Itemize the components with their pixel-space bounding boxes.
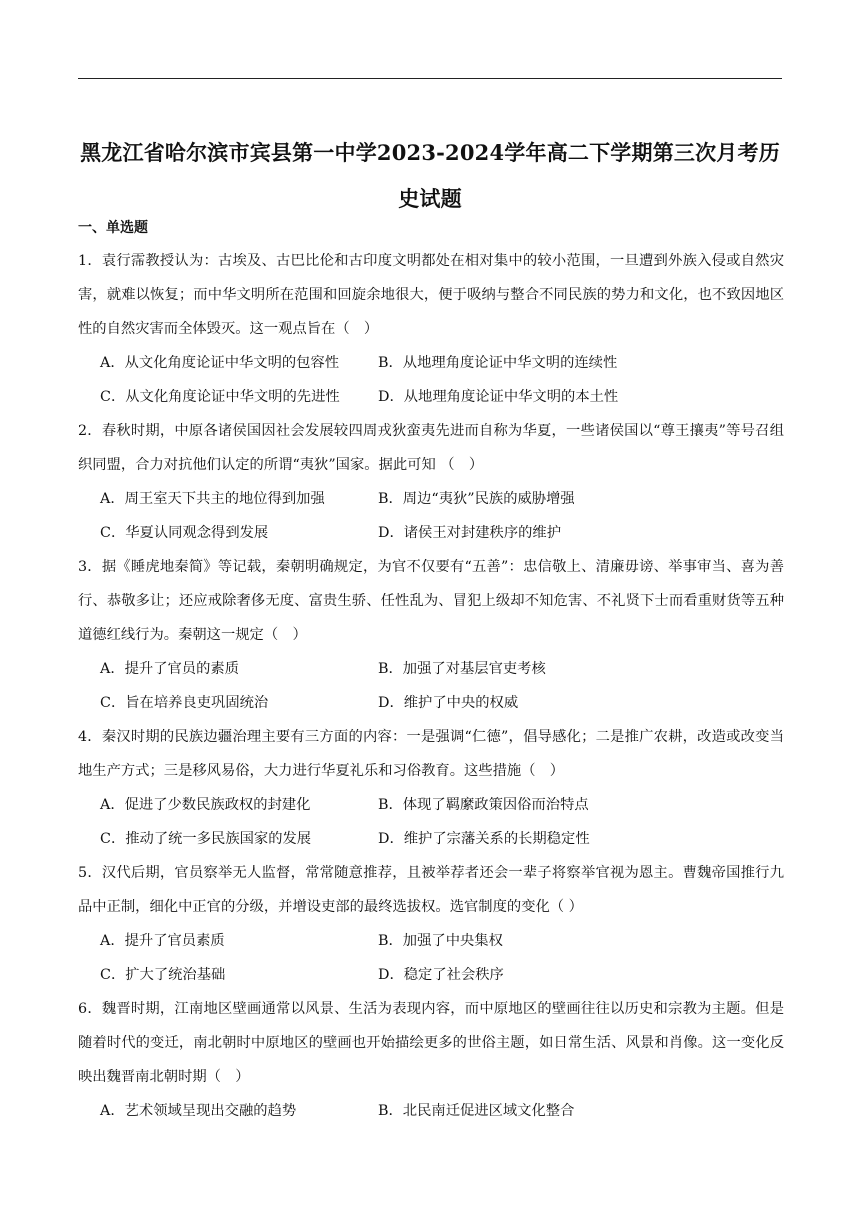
option-row (78, 822, 784, 856)
option-b: B．体现了羁縻政策因俗而治特点 (378, 797, 589, 813)
option-d: D．从地理角度论证中华文明的本土性 (378, 389, 619, 405)
option-c: C．华夏认同观念得到发展 (100, 525, 269, 541)
question-stem: 6．魏晋时期，江南地区壁画通常以风景、生活为表现内容，而中原地区的壁画往往以历史和宗教为主题。但是随着时代的变迁，南北朝时中原地区的壁画也开始描绘更多的世俗主题，如日常生活、风景和肖像。这一变化反映出魏晋南北朝时期（ ） (78, 1001, 784, 1085)
option-d: D．维护了宗藩关系的长期稳定性 (378, 831, 590, 847)
option-row (78, 516, 784, 550)
option-d: D．稳定了社会秩序 (378, 967, 504, 983)
option-a: A．促进了少数民族政权的封建化 (100, 797, 311, 813)
question-stem: 5．汉代后期，官员察举无人监督，常常随意推荐，且被举荐者还会一辈子将察举官视为恩主。曹魏帝国推行九品中正制，细化中正官的分级，并增设吏部的最终选拔权。选官制度的变化（ ） (78, 865, 784, 915)
option-b: B．周边“夷狄”民族的威胁增强 (378, 491, 575, 507)
option-b: B．北民南迁促进区域文化整合 (378, 1103, 575, 1119)
question (78, 550, 784, 720)
question-stem: 1．袁行霈教授认为：古埃及、古巴比伦和古印度文明都处在相对集中的较小范围，一旦遭到外族入侵或自然灾害，就难以恢复；而中华文明所在范围和回旋余地很大，便于吸纳与整合不同民族的势力和文化，也不致因地区性的自然灾害而全体毁灭。这一观点旨在（ ） (78, 253, 784, 337)
option-row (78, 1094, 784, 1128)
header-rule (78, 78, 782, 79)
option-d: D．诸侯王对封建秩序的维护 (378, 525, 562, 541)
question-list (78, 244, 784, 1128)
option-c: C．推动了统一多民族国家的发展 (100, 831, 312, 847)
option-row (78, 958, 784, 992)
option-a: A．艺术领域呈现出交融的趋势 (100, 1103, 297, 1119)
option-c: C．从文化角度论证中华文明的先进性 (100, 389, 340, 405)
question-stem: 2．春秋时期，中原各诸侯国因社会发展较四周戎狄蛮夷先进而自称为华夏，一些诸侯国以“尊王攘夷”等号召组织同盟，合力对抗他们认定的所谓“夷狄”国家。据此可知 （ ） (78, 423, 784, 473)
option-b: B．从地理角度论证中华文明的连续性 (378, 355, 618, 371)
option-d: D．维护了中央的权威 (378, 695, 519, 711)
question (78, 992, 784, 1128)
option-row (78, 346, 784, 380)
option-row (78, 788, 784, 822)
question (78, 244, 784, 414)
question-stem: 3．据《睡虎地秦简》等记载，秦朝明确规定，为官不仅要有“五善”：忠信敬上、清廉毋谤、举事审当、喜为善行、恭敬多让；还应戒除奢侈无度、富贵生骄、任性乱为、冒犯上级却不知危害、不礼贤下士而看重财货等五种道德红线行为。秦朝这一规定（ ） (78, 559, 784, 643)
question (78, 856, 784, 992)
option-a: A．周王室天下共主的地位得到加强 (100, 491, 325, 507)
option-a: A．提升了官员的素质 (100, 661, 239, 677)
question (78, 414, 784, 550)
option-a: A．从文化角度论证中华文明的包容性 (100, 355, 340, 371)
option-b: B．加强了对基层官吏考核 (378, 661, 546, 677)
option-row (78, 686, 784, 720)
section-heading: 一、单选题 (78, 220, 148, 236)
question-stem: 4．秦汉时期的民族边疆治理主要有三方面的内容：一是强调“仁德”，倡导感化；二是推广农耕，改造或改变当地生产方式；三是移风易俗，大力进行华夏礼乐和习俗教育。这些措施（ ） (78, 729, 784, 779)
option-c: C．扩大了统治基础 (100, 967, 226, 983)
option-a: A．提升了官员素质 (100, 933, 225, 949)
page-title: 黑龙江省哈尔滨市宾县第一中学2023-2024学年高二下学期第三次月考历史试题 (80, 140, 780, 211)
option-row (78, 652, 784, 686)
question (78, 720, 784, 856)
option-row (78, 924, 784, 958)
option-c: C．旨在培养良吏巩固统治 (100, 695, 269, 711)
option-b: B．加强了中央集权 (378, 933, 503, 949)
option-row (78, 482, 784, 516)
option-row (78, 380, 784, 414)
